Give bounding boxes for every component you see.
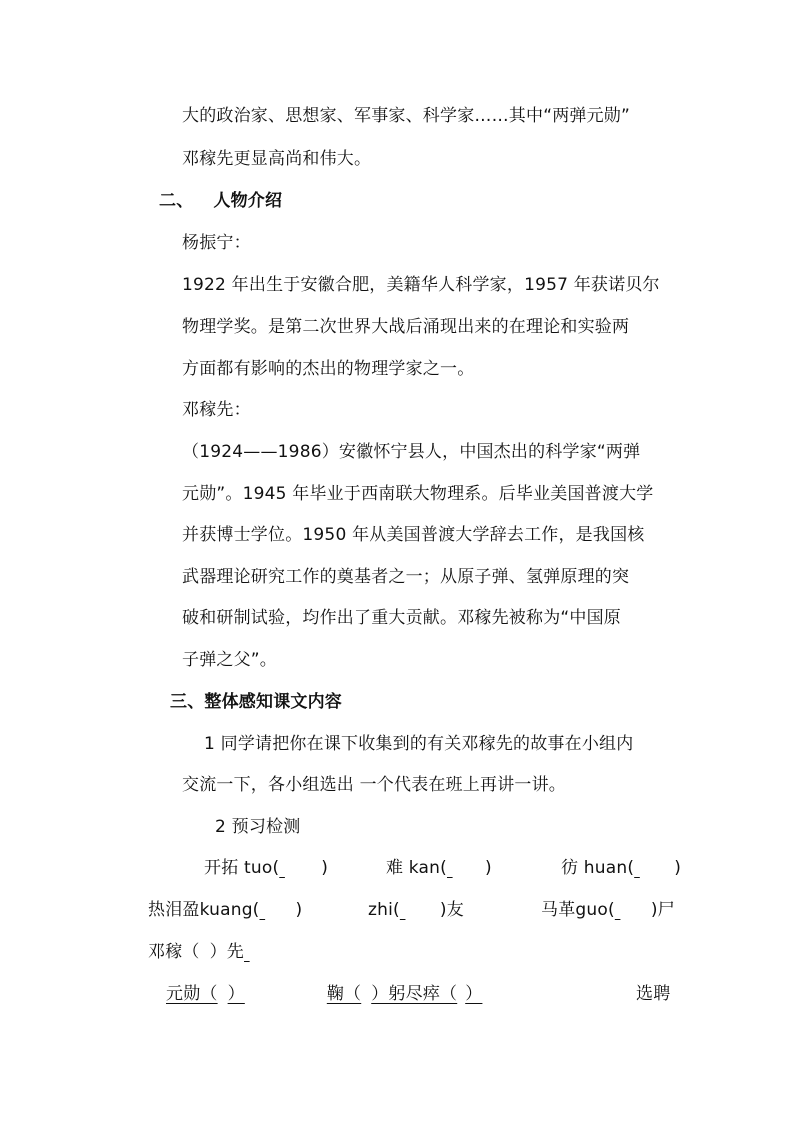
pinyin-kuang <box>148 898 302 922</box>
pinyin-guo-prefix: 马革guo( <box>541 900 615 920</box>
pinyin-zhi-prefix: zhi( <box>368 900 400 920</box>
pinyin-zhi-suffix: )友 <box>439 900 464 920</box>
pinyin-kuang-suffix: ) <box>295 900 303 920</box>
yuan-xun-suffix: ） <box>227 984 245 1004</box>
pinyin-kan-blank <box>447 856 485 880</box>
pinyin-guo <box>541 898 675 922</box>
deng-line-2: 元勋”。1945 年毕业于西南联大物理系。后毕业美国普渡大学 <box>182 484 654 504</box>
section-3-heading: 三、整体感知课文内容 <box>170 692 342 712</box>
xuan-pin: 选聘 <box>636 984 671 1004</box>
section-2-heading <box>159 189 282 213</box>
pinyin-zhi-blank <box>400 898 440 922</box>
pinyin-tuo-suffix: ) <box>321 858 329 878</box>
intro-line-1: 大的政治家、思想家、军事家、科学家……其中“两弹元勋” <box>182 106 631 126</box>
task-1-line-1: 1 同学请把你在课下收集到的有关邓稼先的故事在小组内 <box>204 734 634 754</box>
pinyin-kan-suffix: ) <box>484 858 492 878</box>
ju-prefix: 鞠（ <box>326 984 362 1004</box>
pinyin-huan-suffix: ) <box>674 858 682 878</box>
pinyin-kan <box>386 856 492 880</box>
yuan-xun-prefix: 元勋（ <box>166 984 218 1004</box>
deng-line-3: 并获博士学位。1950 年从美国普渡大学辞去工作，是我国核 <box>182 525 645 545</box>
deng-name: 邓稼先： <box>182 400 251 420</box>
vocab-row-4 <box>120 982 482 1006</box>
task-2-title: 2 预习检测 <box>215 817 301 837</box>
pinyin-kuang-prefix: 热泪盈kuang( <box>148 900 260 920</box>
pinyin-huan-blank <box>634 856 674 880</box>
deng-jia-blank <box>244 940 280 964</box>
pinyin-zhi <box>368 898 464 922</box>
cui-suffix: ） <box>465 984 483 1004</box>
deng-line-1: （1924——1986）安徽怀宁县人，中国杰出的科学家“两弹 <box>182 442 641 462</box>
deng-jia-suffix: ）先 <box>209 942 245 962</box>
pinyin-kuang-blank <box>260 898 296 922</box>
deng-jia-xian-item <box>148 940 280 964</box>
pinyin-tuo-blank <box>279 856 321 880</box>
task-1-line-2: 交流一下，各小组选出 一个代表在班上再讲一讲。 <box>182 775 567 795</box>
deng-line-5: 破和研制试验，均作出了重大贡献。邓稼先被称为“中国原 <box>182 608 622 628</box>
pinyin-tuo <box>204 856 328 880</box>
deng-line-6: 子弹之父”。 <box>182 650 278 670</box>
pinyin-huan-prefix: 彷 huan( <box>561 858 635 878</box>
pinyin-guo-blank <box>615 898 651 922</box>
yang-line-3: 方面都有影响的杰出的物理学家之一。 <box>182 359 475 379</box>
intro-line-2: 邓稼先更显高尚和伟大。 <box>182 149 372 169</box>
pinyin-tuo-prefix: 开拓 tuo( <box>204 858 280 878</box>
yang-line-2: 物理学奖。是第二次世界大战后涌现出来的在理论和实验两 <box>182 317 630 337</box>
section-2-title: 人物介绍 <box>213 191 283 211</box>
pinyin-kan-prefix: 难 kan( <box>386 858 447 878</box>
section-2-number: 二、 <box>159 191 194 211</box>
deng-line-4: 武器理论研究工作的奠基者之一；从原子弹、氢弹原理的突 <box>182 567 630 587</box>
yang-line-1: 1922 年出生于安徽合肥，美籍华人科学家，1957 年获诺贝尔 <box>182 275 660 295</box>
row-4-underlined-items <box>120 984 482 1004</box>
yang-name: 杨振宁： <box>182 233 251 253</box>
ju-gong-jin-cui: ）躬尽瘁（ <box>371 984 458 1004</box>
deng-jia-prefix: 邓稼（ <box>148 942 200 962</box>
pinyin-huan <box>561 856 681 880</box>
pinyin-guo-suffix: )尸 <box>650 900 675 920</box>
